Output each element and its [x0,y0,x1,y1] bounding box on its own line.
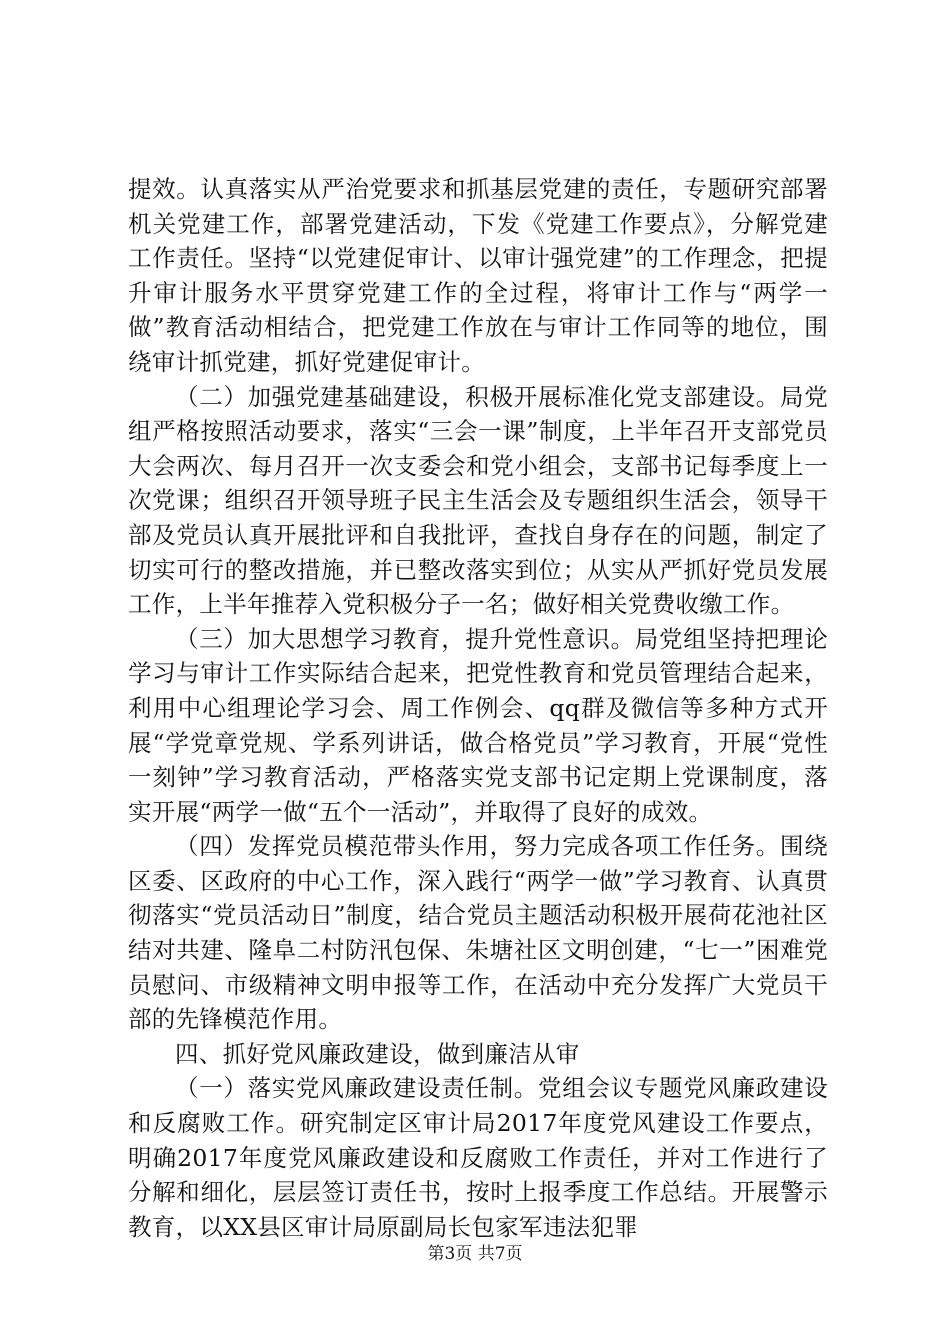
document-body [128,172,828,1244]
paragraph-party-member-role: （四）发挥党员模范带头作用，努力完成各项工作任务。围绕区委、区政府的中心工作，深入践行“两学一做”学习教育、认真贯彻落实“党员活动日”制度，结合党员主题活动积极开展荷花池社区结对共建、隆阜二村防汛包保、朱塘社区文明创建，“七一”困难党员慰问、市级精神文明申报等工作，在活动中充分发挥广大党员干部的先锋模范作用。 [128,832,828,1034]
paragraph-basic-construction: （二）加强党建基础建设，积极开展标准化党支部建设。局党组严格按照活动要求，落实“三会一课”制度，上半年召开支部党员大会两次、每月召开一次支委会和党小组会，支部书记每季度上一次党课；组织召开领导班子民主生活会及专题组织生活会，领导干部及党员认真开展批评和自我批评，查找自身存在的问题，制定了切实可行的整改措施，并已整改落实到位；从实从严抓好党员发展工作，上半年推荐入党积极分子一名；做好相关党费收缴工作。 [128,382,828,619]
page-number-footer: 第3页 共7页 [427,1244,523,1264]
paragraph-study-education: （三）加大思想学习教育，提升党性意识。局党组坚持把理论学习与审计工作实际结合起来，把党性教育和党员管理结合起来，利用中心组理论学习会、周工作例会、qq群及微信等多种方式开展“学党章党规、学系列讲话，做合格党员”学习教育，开展“党性一刻钟”学习教育活动，严格落实党支部书记定期上党课制度，落实开展“两学一做“五个一活动”，并取得了良好的成效。 [128,624,828,826]
paragraph-party-building-efficiency: 提效。认真落实从严治党要求和抓基层党建的责任，专题研究部署机关党建工作，部署党建活动，下发《党建工作要点》，分解党建工作责任。坚持“以党建促审计、以审计强党建”的工作理念，把提升审计服务水平贯穿党建工作的全过程，将审计工作与“两学一做”教育活动相结合，把党建工作放在与审计工作同等的地位，围绕审计抓党建，抓好党建促审计。 [128,175,828,376]
section-heading-integrity: 四、抓好党风廉政建设，做到廉洁从审 [175,1039,580,1068]
paragraph-responsibility-system: （一）落实党风廉政建设责任制。党组会议专题党风廉政建设和反腐败工作。研究制定区审计局2017年度党风建设工作要点，明确2017年度党风廉政建设和反腐败工作责任，并对工作进行了分解和细化，层层签订责任书，按时上报季度工作总结。开展警示教育，以XX县区审计局原副局长包家军违法犯罪 [128,1074,828,1241]
